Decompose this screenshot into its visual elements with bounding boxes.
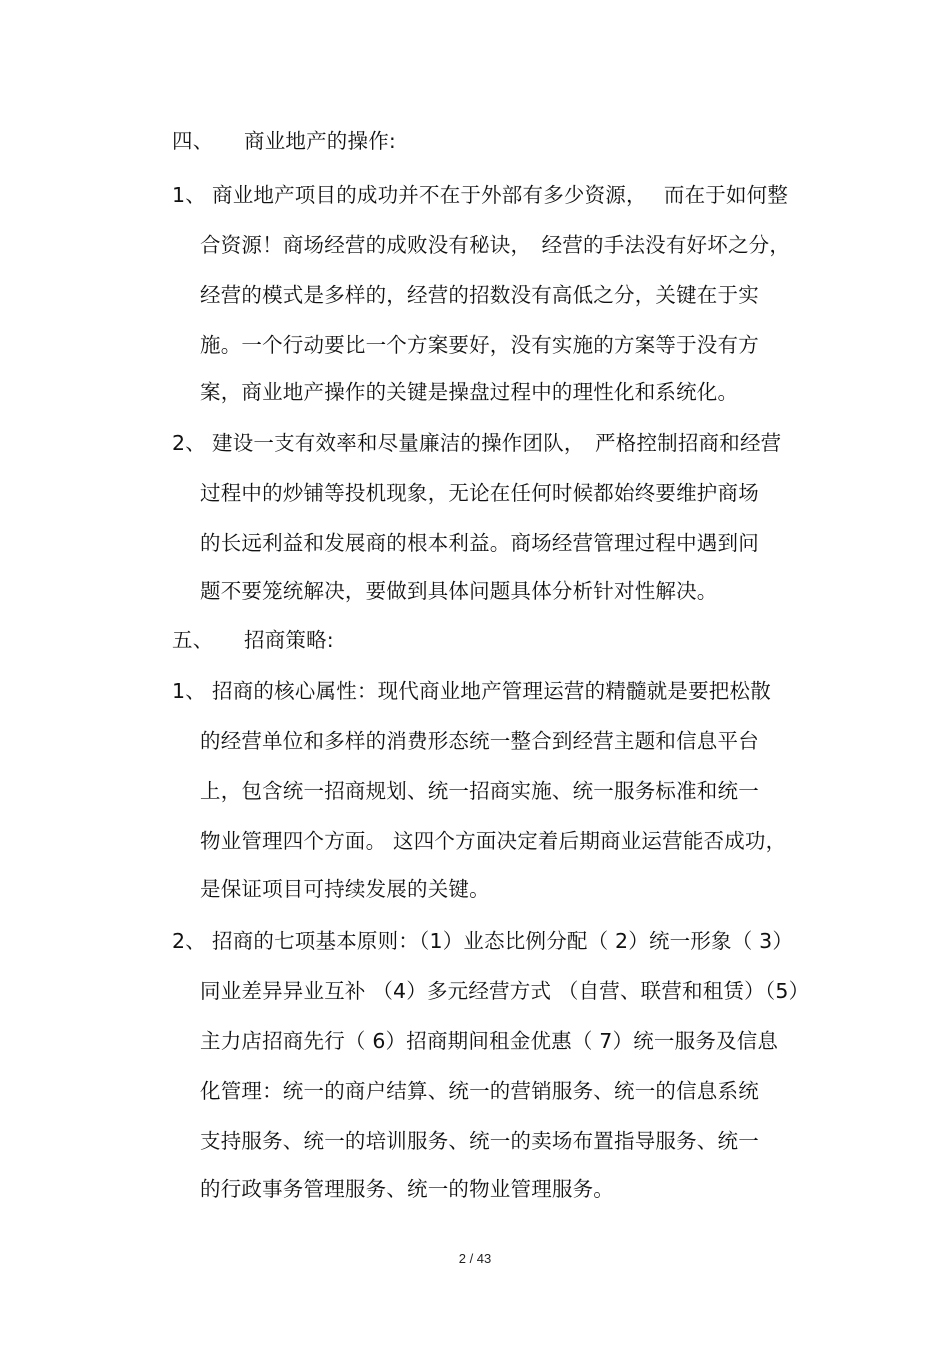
section-5-number: 五、 <box>172 628 214 652</box>
section-4-number: 四、 <box>172 129 214 153</box>
section-5-title: 招商策略: <box>244 628 334 652</box>
paragraph-line: 案，商业地产操作的关键是操盘过程中的理性化和系统化。 <box>200 380 739 404</box>
paragraph-line: 的长远利益和发展商的根本利益。商场经营管理过程中遇到问 <box>200 531 759 555</box>
paragraph-line: 是保证项目可持续发展的关键。 <box>200 877 490 901</box>
paragraph-line: 商业地产项目的成功并不在于外部有多少资源， 而在于如何整 <box>212 183 789 207</box>
paragraph-line: 题不要笼统解决，要做到具体问题具体分析针对性解决。 <box>200 579 718 603</box>
paragraph-line: 的行政事务管理服务、统一的物业管理服务。 <box>200 1177 614 1201</box>
paragraph-line: 招商的七项基本原则：（1）业态比例分配（ 2）统一形象（ 3） <box>212 929 794 953</box>
paragraph-line: 主力店招商先行（ 6）招商期间租金优惠（ 7）统一服务及信息 <box>200 1029 779 1053</box>
item-number: 2、 <box>172 431 206 455</box>
paragraph-line: 上，包含统一招商规划、统一招商实施、统一服务标准和统一 <box>200 779 759 803</box>
paragraph-line: 建设一支有效率和尽量廉洁的操作团队， 严格控制招商和经营 <box>212 431 782 455</box>
item-number: 1、 <box>172 183 206 207</box>
paragraph-line: 同业差异异业互补 （4）多元经营方式 （自营、联营和租赁）（5） <box>200 979 810 1003</box>
paragraph-line: 经营的模式是多样的，经营的招数没有高低之分，关键在于实 <box>200 283 759 307</box>
item-number: 2、 <box>172 929 206 953</box>
page-number: 2 / 43 <box>458 1251 492 1266</box>
paragraph-line: 物业管理四个方面。 这四个方面决定着后期商业运营能否成功， <box>200 829 787 853</box>
paragraph-line: 的经营单位和多样的消费形态统一整合到经营主题和信息平台 <box>200 729 759 753</box>
item-number: 1、 <box>172 679 206 703</box>
paragraph-line: 招商的核心属性：现代商业地产管理运营的精髓就是要把松散 <box>212 679 771 703</box>
paragraph-line: 合资源！商场经营的成败没有秘诀， 经营的手法没有好坏之分， <box>200 233 791 257</box>
section-4-title: 商业地产的操作: <box>244 129 397 153</box>
paragraph-line: 化管理：统一的商户结算、统一的营销服务、统一的信息系统 <box>200 1079 759 1103</box>
paragraph-line: 支持服务、统一的培训服务、统一的卖场布置指导服务、统一 <box>200 1129 759 1153</box>
paragraph-line: 过程中的炒铺等投机现象，无论在任何时候都始终要维护商场 <box>200 481 759 505</box>
paragraph-line: 施。一个行动要比一个方案要好，没有实施的方案等于没有方 <box>200 333 759 357</box>
